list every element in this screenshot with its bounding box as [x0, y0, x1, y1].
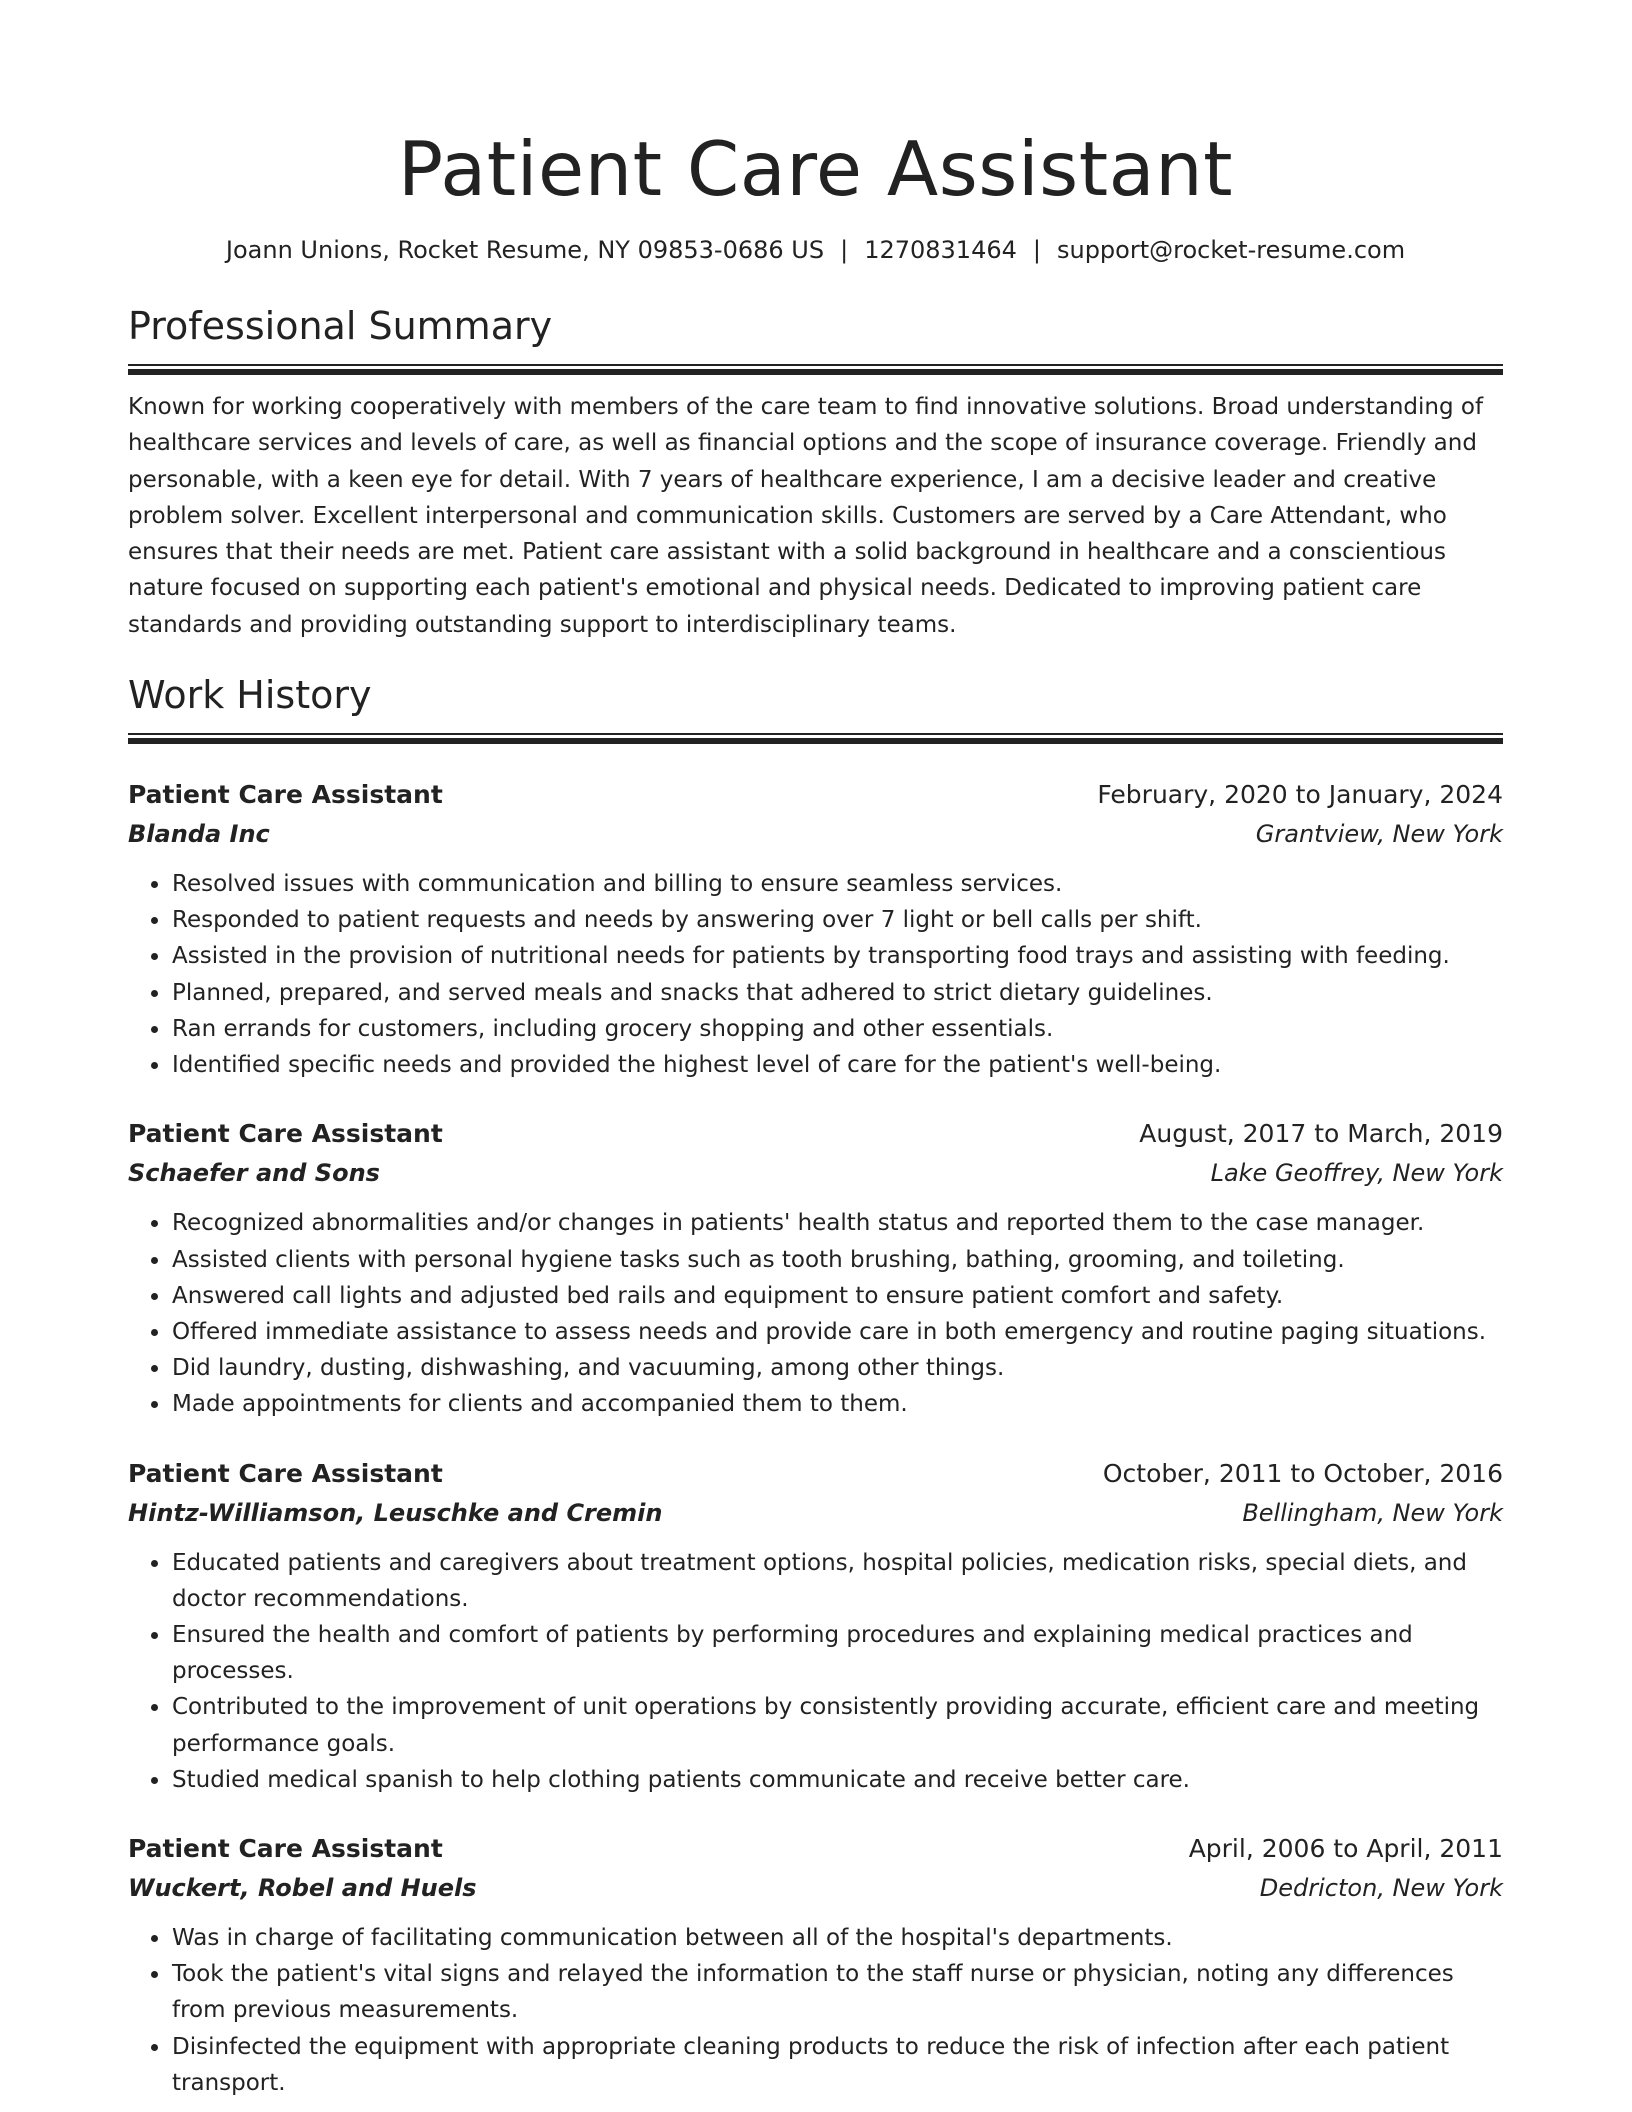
- job-location: Lake Geoffrey, New York: [1210, 1159, 1503, 1188]
- job-bullet: • Assisted in the provision of nutritional needs for patients by transporting food trays and assisting with feeding.: [171, 938, 1503, 974]
- job-subheader-row: [128, 1153, 1503, 1193]
- job-bullet-list: [128, 1920, 1503, 2101]
- summary-text: Known for working cooperatively with members of the care team to find innovative solutions. Broad understanding of healthcare services and levels of care, as well as financial options and the scope of insurance coverage. Friendly and personable, with a keen eye for detail. With 7 years of healthcare experience, I am a decisive leader and creative problem solver. Excellent interpersonal and communication skills. Customers are served by a Care Attendant, who ensures that their needs are met. Patient care assistant with a solid background in healthcare and a conscientious nature focused on supporting each patient's emotional and physical needs. Dedicated to improving patient care standards and providing outstanding support to interdisciplinary teams.: [128, 394, 1484, 638]
- job-bullet: • Offered immediate assistance to assess needs and provide care in both emergency and routine paging situations.: [171, 1314, 1503, 1350]
- job-entry: [128, 776, 1503, 1083]
- job-location: Dedricton, New York: [1259, 1873, 1503, 1902]
- job-dates: April, 2006 to April, 2011: [1188, 1833, 1503, 1863]
- job-bullet: • Made appointments for clients and accompanied them to them.: [171, 1386, 1503, 1422]
- contact-separator: |: [840, 236, 849, 264]
- job-bullet: • Assisted clients with personal hygiene tasks such as tooth brushing, bathing, grooming, and toileting.: [171, 1242, 1503, 1278]
- job-bullet: • Planned, prepared, and served meals and snacks that adhered to strict dietary guidelines.: [171, 975, 1503, 1011]
- resume-title: Patient Care Assistant: [397, 125, 1234, 213]
- job-entry: [128, 1115, 1503, 1422]
- job-list: [128, 776, 1503, 2101]
- job-dates: October, 2011 to October, 2016: [1102, 1458, 1503, 1488]
- job-header-row: [128, 776, 1503, 814]
- job-dates: February, 2020 to January, 2024: [1097, 780, 1503, 810]
- job-bullet: • Contributed to the improvement of unit operations by consistently providing accurate, efficient care and meeting performance goals.: [171, 1689, 1503, 1761]
- contact-email[interactable]: support@rocket-resume.com: [1056, 236, 1406, 264]
- job-bullet-list: [128, 1205, 1503, 1422]
- job-bullet: • Answered call lights and adjusted bed rails and equipment to ensure patient comfort and safety.: [171, 1278, 1503, 1314]
- job-title: Patient Care Assistant: [128, 1119, 443, 1149]
- job-company: Wuckert, Robel and Huels: [128, 1873, 477, 1902]
- job-header-row: [128, 1830, 1503, 1868]
- job-company: Schaefer and Sons: [128, 1159, 380, 1188]
- job-bullet: • Was in charge of facilitating communication between all of the hospital's departments.: [171, 1920, 1503, 1956]
- job-bullet: • Ran errands for customers, including grocery shopping and other essentials.: [171, 1011, 1503, 1047]
- contact-phone: 1270831464: [864, 236, 1017, 264]
- job-bullet: • Responded to patient requests and needs by answering over 7 light or bell calls per shift.: [171, 902, 1503, 938]
- summary-section: [128, 302, 1503, 643]
- section-heading-summary: Professional Summary: [128, 304, 553, 348]
- job-dates: August, 2017 to March, 2019: [1139, 1119, 1503, 1149]
- job-title: Patient Care Assistant: [128, 1833, 443, 1863]
- contact-address: Joann Unions, Rocket Resume, NY 09853-0686 US: [225, 236, 825, 264]
- job-company: Blanda Inc: [128, 820, 270, 849]
- job-title: Patient Care Assistant: [128, 780, 443, 810]
- job-company: Hintz-Williamson, Leuschke and Cremin: [128, 1498, 663, 1527]
- work-history-section: [128, 671, 1503, 2101]
- job-bullet: • Disinfected the equipment with appropriate cleaning products to reduce the risk of infection after each patient transport.: [171, 2029, 1503, 2101]
- job-location: Bellingham, New York: [1242, 1498, 1503, 1527]
- job-entry: [128, 1455, 1503, 1798]
- job-title: Patient Care Assistant: [128, 1458, 443, 1488]
- job-entry: [128, 1830, 1503, 2101]
- contact-line: [128, 234, 1503, 266]
- job-bullet: • Educated patients and caregivers about treatment options, hospital policies, medication risks, special diets, and doctor recommendations.: [171, 1545, 1503, 1617]
- job-bullet-list: [128, 866, 1503, 1083]
- section-divider: [128, 733, 1503, 744]
- job-location: Grantview, New York: [1255, 820, 1503, 849]
- job-bullet: • Resolved issues with communication and billing to ensure seamless services.: [171, 866, 1503, 902]
- job-bullet: • Studied medical spanish to help clothing patients communicate and receive better care.: [171, 1762, 1503, 1798]
- job-subheader-row: [128, 814, 1503, 854]
- section-divider: [128, 364, 1503, 375]
- job-bullet: • Ensured the health and comfort of patients by performing procedures and explaining medical practices and processes.: [171, 1617, 1503, 1689]
- job-subheader-row: [128, 1493, 1503, 1533]
- job-bullet: • Took the patient's vital signs and relayed the information to the staff nurse or physician, noting any differences from previous measurements.: [171, 1956, 1503, 2028]
- contact-separator: |: [1032, 236, 1041, 264]
- job-header-row: [128, 1455, 1503, 1493]
- resume-page: [128, 0, 1503, 2101]
- job-bullet: • Recognized abnormalities and/or changes in patients' health status and reported them to the case manager.: [171, 1205, 1503, 1241]
- job-subheader-row: [128, 1868, 1503, 1908]
- section-heading-work-history: Work History: [128, 673, 372, 718]
- job-bullet: • Did laundry, dusting, dishwashing, and vacuuming, among other things.: [171, 1350, 1503, 1386]
- job-header-row: [128, 1115, 1503, 1153]
- job-bullet: • Identified specific needs and provided the highest level of care for the patient's well-being.: [171, 1047, 1503, 1083]
- job-bullet-list: [128, 1545, 1503, 1798]
